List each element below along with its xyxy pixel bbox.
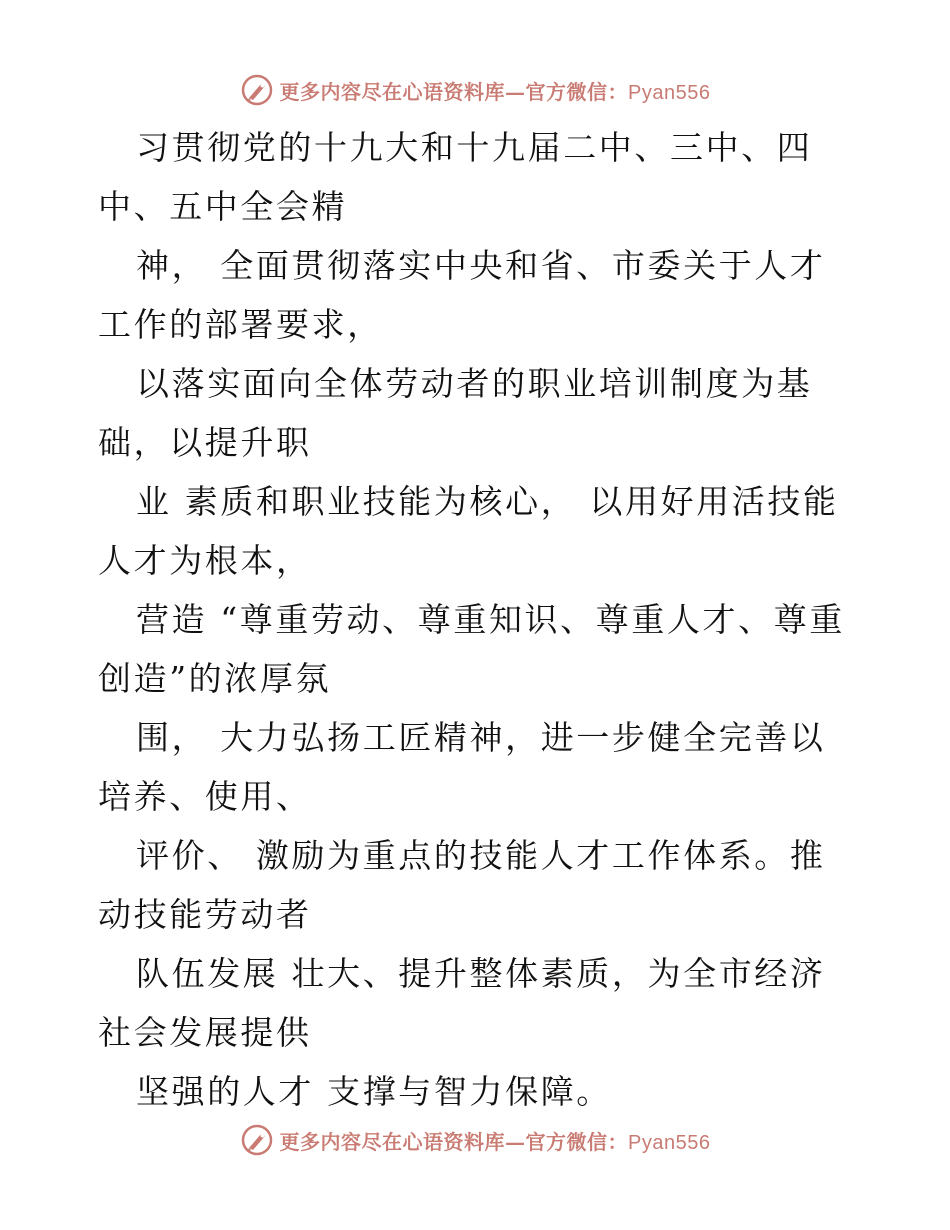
pen-nib-logo-icon — [240, 73, 274, 107]
document-body — [98, 118, 858, 1121]
paragraph: 围， 大力弘扬工匠精神，进一步健全完善以培养、使用、 — [98, 718, 826, 816]
paragraph: 习贯彻党的十九大和十九届二中、三中、四中、五中全会精 — [98, 128, 813, 226]
paragraph: 以落实面向全体劳动者的职业培训制度为基础，以提升职 — [98, 364, 813, 462]
paragraph: 营造 “尊重劳动、尊重知识、尊重人才、尊重创造”的浓厚氛 — [98, 600, 845, 698]
paragraph: 业 素质和职业技能为核心， 以用好用活技能人才为根本， — [98, 482, 839, 580]
paragraph: 队伍发展 壮大、提升整体素质，为全市经济社会发展提供 — [98, 954, 826, 1052]
paragraph: 神， 全面贯彻落实中央和省、市委关于人才工作的部署要求， — [98, 246, 826, 344]
header-banner-text: 更多内容尽在心语资料库—官方微信：Pyan556 — [279, 79, 711, 104]
paragraph: 评价、 激励为重点的技能人才工作体系。推动技能劳动者 — [98, 836, 826, 934]
pen-nib-logo-icon — [240, 1123, 274, 1157]
paragraph: 坚强的人才 支撑与智力保障。 — [136, 1072, 612, 1111]
footer-wechat-id: Pyan556 — [628, 1131, 711, 1154]
header-banner — [0, 70, 950, 110]
footer-banner-text: 更多内容尽在心语资料库—官方微信：Pyan556 — [279, 1129, 711, 1154]
header-wechat-id: Pyan556 — [628, 81, 711, 104]
footer-banner — [0, 1120, 950, 1160]
